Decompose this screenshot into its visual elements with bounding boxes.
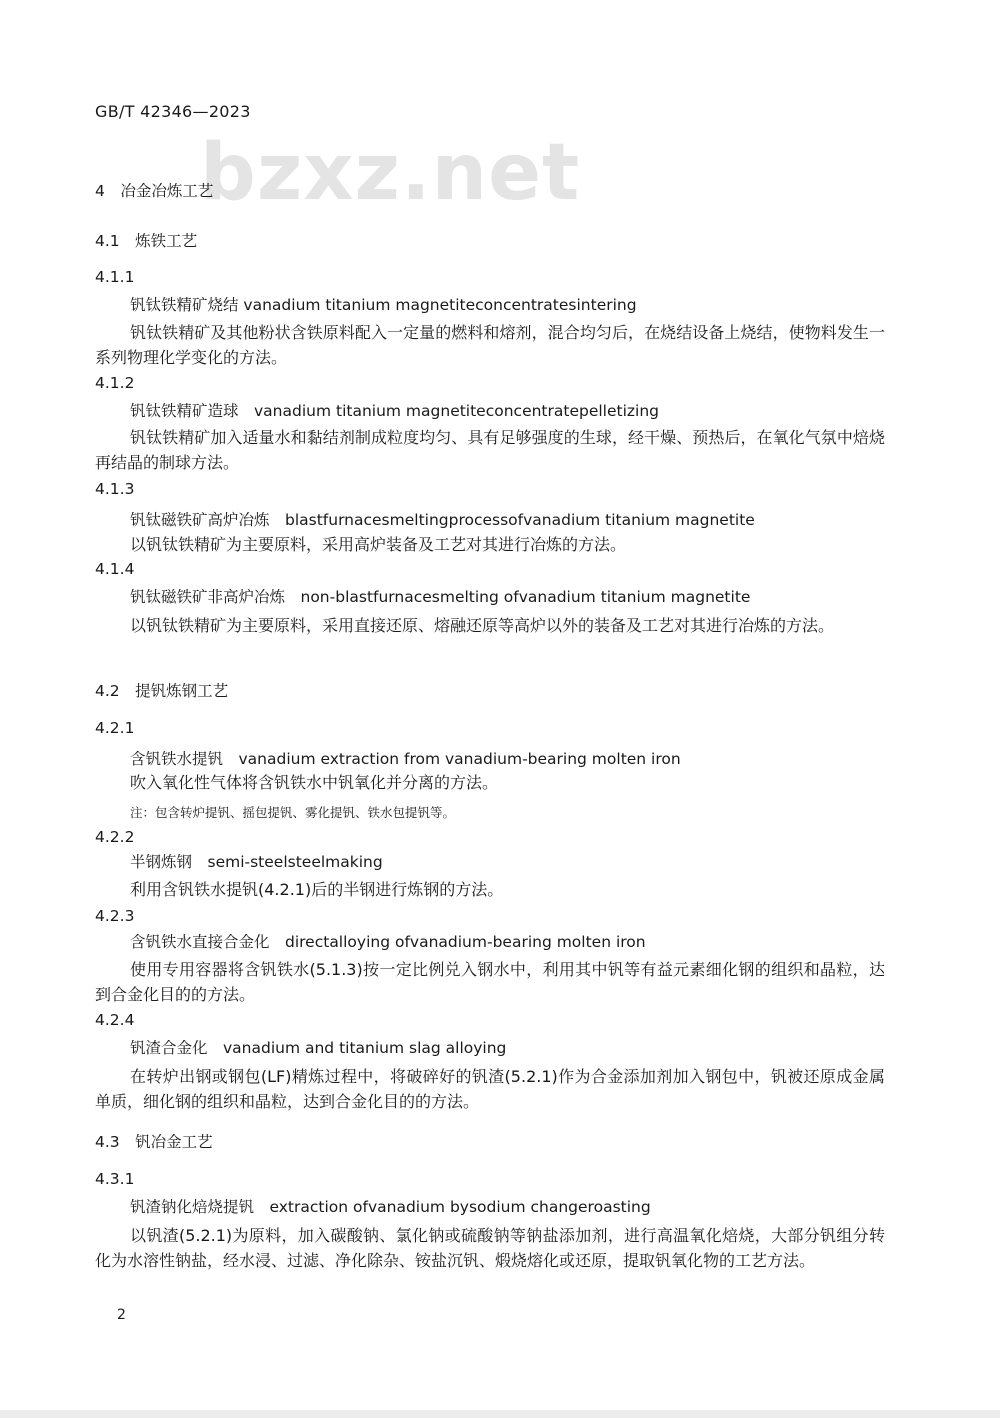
entry-definition: 以钒渣(5.2.1)为原料，加入碳酸钠、氯化钠或硫酸钠等钠盐添加剂，进行高温氧化焙烧，大部分钒组分转化为水溶性钠盐，经水浸、过滤、净化除杂、铵盐沉钒、煅烧熔化或还原，提取钒氧化物的工艺方法。 [95,1226,885,1270]
entry-term: 钒钛铁精矿烧结 vanadium titanium magnetiteconcentratesintering [130,296,637,314]
entry-number: 4.1.2 [95,374,135,392]
standard-number: GB/T 42346—2023 [95,102,251,121]
entry-term: 钒渣合金化 vanadium and titanium slag alloying [130,1039,507,1057]
entry-definition: 使用专用容器将含钒铁水(5.1.3)按一定比例兑入钢水中，利用其中钒等有益元素细化钢的组织和晶粒，达到合金化目的的方法。 [95,960,885,1004]
entry-number: 4.2.4 [95,1011,135,1029]
entry-definition: 在转炉出钢或钢包(LF)精炼过程中，将破碎好的钒渣(5.2.1)作为合金添加剂加入钢包中，钒被还原成金属单质，细化钢的组织和晶粒，达到合金化目的的方法。 [95,1067,885,1111]
entry-number: 4.2.2 [95,828,135,846]
page-bottom-edge [0,1410,1000,1418]
entry-term: 钒渣钠化焙烧提钒 extraction ofvanadium bysodium changeroasting [130,1198,651,1216]
entry-term: 钒钛磁铁矿高炉冶炼 blastfurnacesmeltingprocessofvanadium titanium magnetite [130,511,755,529]
entry-number: 4.1.4 [95,560,135,578]
entry-number: 4.3.1 [95,1170,135,1188]
entry-term: 含钒铁水直接合金化 directalloying ofvanadium-bearing molten iron [130,933,646,951]
section-4-title: 4 冶金冶炼工艺 [95,182,214,200]
entry-term: 含钒铁水提钒 vanadium extraction from vanadium-bearing molten iron [130,750,681,768]
page-number: 2 [117,1307,126,1323]
entry-number: 4.1.1 [95,268,135,286]
entry-definition: 钒钛铁精矿加入适量水和黏结剂制成粒度均匀、具有足够强度的生球，经干燥、预热后，在氧化气氛中焙烧再结晶的制球方法。 [95,428,885,472]
watermark: bzxz.net [200,128,581,218]
section-4-2-title: 4.2 提钒炼钢工艺 [95,682,229,700]
section-4-3-title: 4.3 钒冶金工艺 [95,1133,213,1151]
entry-definition: 以钒钛铁精矿为主要原料，采用直接还原、熔融还原等高炉以外的装备及工艺对其进行冶炼的方法。 [130,616,835,635]
entry-number: 4.1.3 [95,480,135,498]
section-4-1-title: 4.1 炼铁工艺 [95,232,198,250]
entry-term: 半钢炼钢 semi-steelsteelmaking [130,853,383,871]
entry-definition: 钒钛铁精矿及其他粉状含铁原料配入一定量的燃料和熔剂，混合均匀后，在烧结设备上烧结，使物料发生一系列物理化学变化的方法。 [95,323,885,367]
entry-number: 4.2.1 [95,719,135,737]
entry-definition: 利用含钒铁水提钒(4.2.1)后的半钢进行炼钢的方法。 [130,880,504,899]
entry-term: 钒钛磁铁矿非高炉冶炼 non-blastfurnacesmelting ofvanadium titanium magnetite [130,588,751,606]
entry-definition: 以钒钛铁精矿为主要原料，采用高炉装备及工艺对其进行冶炼的方法。 [130,535,627,554]
entry-note: 注：包含转炉提钒、摇包提钒、雾化提钒、铁水包提钒等。 [130,805,456,820]
entry-number: 4.2.3 [95,907,135,925]
entry-term: 钒钛铁精矿造球 vanadium titanium magnetiteconcentratepelletizing [130,402,660,420]
entry-definition: 吹入氧化性气体将含钒铁水中钒氧化并分离的方法。 [130,773,499,792]
